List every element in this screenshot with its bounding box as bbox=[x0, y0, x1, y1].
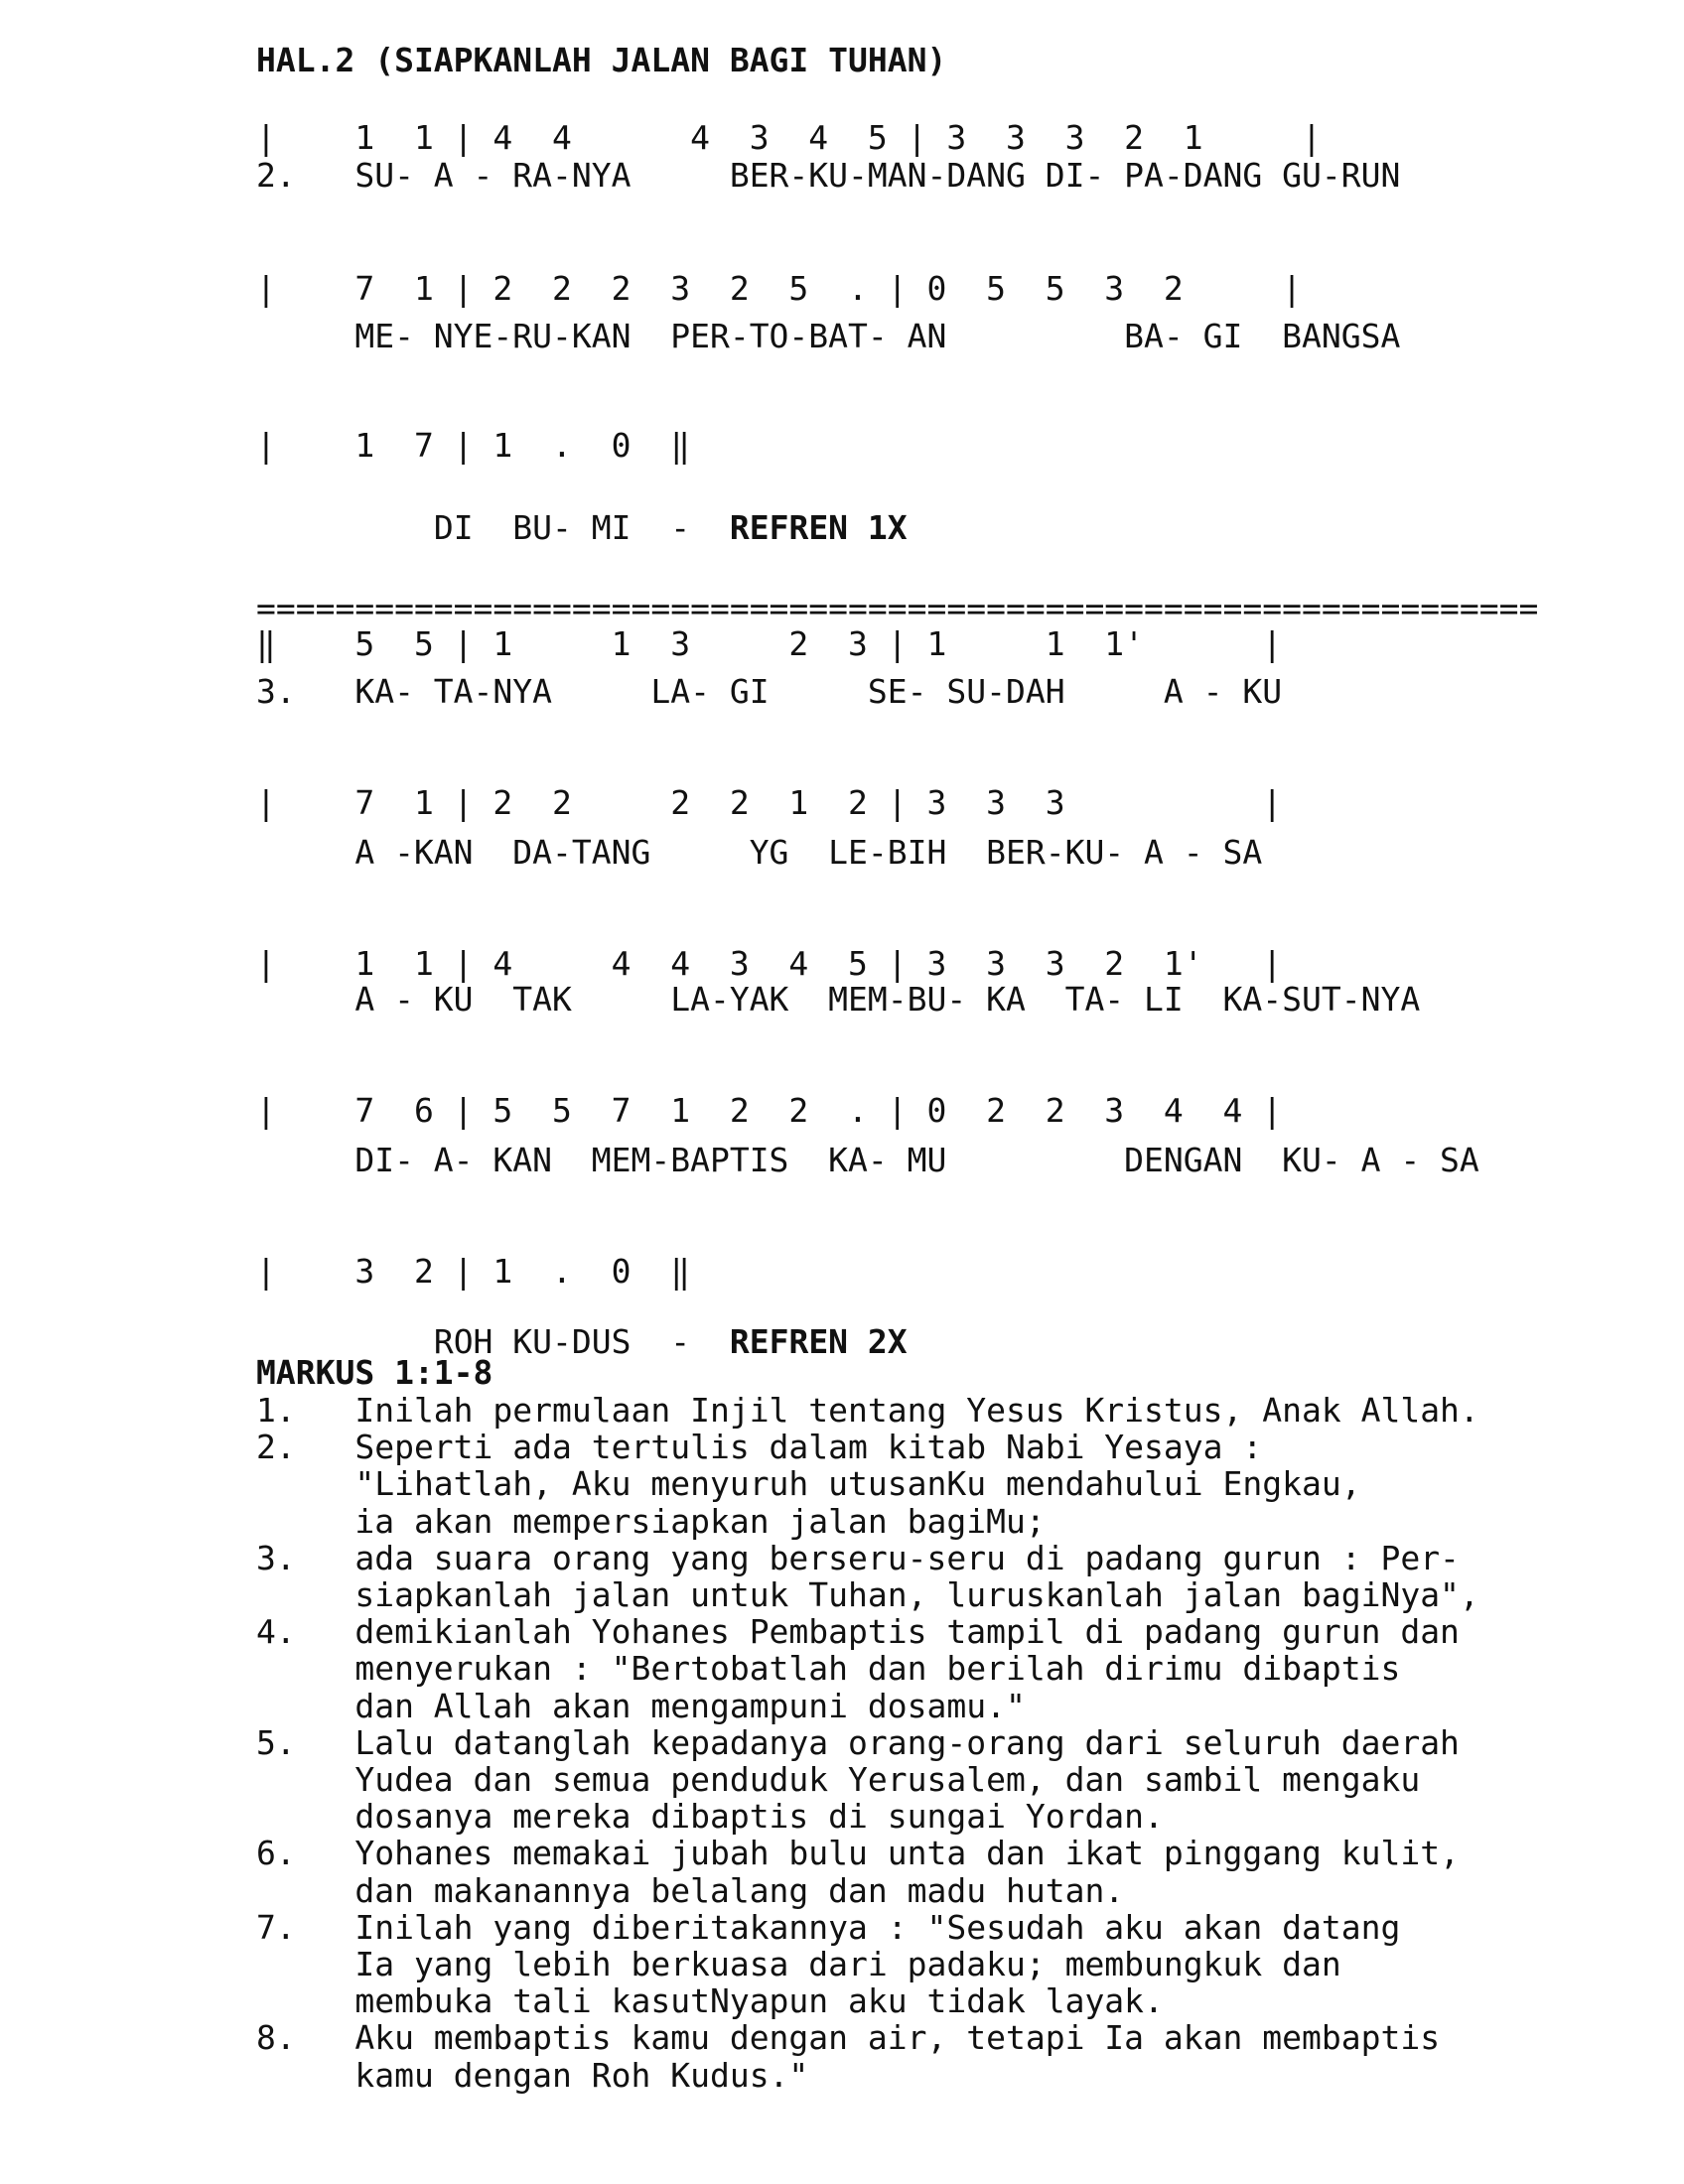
lyric-line bbox=[256, 478, 908, 577]
reading-line: membuka tali kasutNyapun aku tidak layak. bbox=[256, 1981, 1164, 2021]
page-title: HAL.2 (SIAPKANLAH JALAN BAGI TUHAN) bbox=[256, 41, 947, 79]
lyric-line: A - KU TAK LA-YAK MEM-BU- KA TA- LI KA-SUT-NYA bbox=[256, 980, 1421, 1019]
reading-line: menyerukan : "Bertobatlah dan berilah dirimu dibaptis bbox=[256, 1649, 1401, 1689]
lyric-text: ROH KU-DUS - bbox=[335, 1322, 730, 1361]
lyric-line: ME- NYE-RU-KAN PER-TO-BAT- AN BA- GI BANGSA bbox=[256, 317, 1401, 355]
notation-line: | 1 1 | 4 4 4 3 4 5 | 3 3 3 2 1' | bbox=[256, 944, 1283, 983]
reading-line: ia akan mempersiapkan jalan bagiMu; bbox=[256, 1501, 1046, 1541]
lyric-line: A -KAN DA-TANG YG LE-BIH BER-KU- A - SA bbox=[256, 833, 1263, 872]
notation-line: | 1 1 | 4 4 4 3 4 5 | 3 3 3 2 1 | bbox=[256, 118, 1322, 157]
reading-line: 7. Inilah yang diberitakannya : "Sesudah aku akan datang bbox=[256, 1907, 1401, 1947]
reading-line: dan makanannya belalang dan madu hutan. bbox=[256, 1870, 1125, 1910]
refrain-marker: REFREN 2X bbox=[729, 1322, 908, 1361]
reading-line: dan Allah akan mengampuni dosamu." bbox=[256, 1686, 1026, 1725]
notation-line: | 7 6 | 5 5 7 1 2 2 . | 0 2 2 3 4 4 | bbox=[256, 1091, 1283, 1130]
separator-line: ================================================================= bbox=[256, 589, 1539, 627]
reading-line: 8. Aku membaptis kamu dengan air, tetapi Ia akan membaptis bbox=[256, 2018, 1441, 2058]
notation-line: | 7 1 | 2 2 2 2 1 2 | 3 3 3 | bbox=[256, 783, 1283, 822]
notation-line: ‖ 5 5 | 1 1 3 2 3 | 1 1 1' | bbox=[256, 624, 1283, 663]
reading-line: Yudea dan semua penduduk Yerusalem, dan sambil mengaku bbox=[256, 1760, 1421, 1799]
notation-line: | 3 2 | 1 . 0 ‖ bbox=[256, 1252, 691, 1291]
lyric-text: DI BU- MI - bbox=[335, 508, 730, 547]
lyric-line: 2. SU- A - RA-NYA BER-KU-MAN-DANG DI- PA-DANG GU-RUN bbox=[256, 156, 1401, 195]
lyric-line: 3. KA- TA-NYA LA- GI SE- SU-DAH A - KU bbox=[256, 672, 1283, 711]
reading-line: 2. Seperti ada tertulis dalam kitab Nabi Yesaya : bbox=[256, 1428, 1263, 1467]
reading-line: kamu dengan Roh Kudus." bbox=[256, 2055, 809, 2095]
notation-line: | 7 1 | 2 2 2 3 2 5 . | 0 5 5 3 2 | bbox=[256, 269, 1302, 308]
notation-line: | 1 7 | 1 . 0 ‖ bbox=[256, 426, 691, 465]
reading-line: 4. demikianlah Yohanes Pembaptis tampil di padang gurun dan bbox=[256, 1612, 1460, 1652]
refrain-marker: REFREN 1X bbox=[729, 508, 908, 547]
reading-line: 5. Lalu datanglah kepadanya orang-orang dari seluruh daerah bbox=[256, 1722, 1460, 1762]
reading-line: 1. Inilah permulaan Injil tentang Yesus Kristus, Anak Allah. bbox=[256, 1391, 1479, 1430]
reading-line: 6. Yohanes memakai jubah bulu unta dan ikat pinggang kulit, bbox=[256, 1834, 1460, 1873]
reading-heading: MARKUS 1:1-8 bbox=[256, 1353, 493, 1392]
reading-line: Ia yang lebih berkuasa dari padaku; membungkuk dan bbox=[256, 1945, 1341, 1983]
reading-line: siapkanlah jalan untuk Tuhan, luruskanlah jalan bagiNya", bbox=[256, 1575, 1479, 1614]
reading-line: dosanya mereka dibaptis di sungai Yordan. bbox=[256, 1797, 1164, 1837]
lyric-line: DI- A- KAN MEM-BAPTIS KA- MU DENGAN KU- A - SA bbox=[256, 1141, 1479, 1179]
reading-line: 3. ada suara orang yang berseru-seru di padang gurun : Per- bbox=[256, 1538, 1460, 1577]
reading-line: "Lihatlah, Aku menyuruh utusanKu mendahului Engkau, bbox=[256, 1464, 1361, 1504]
